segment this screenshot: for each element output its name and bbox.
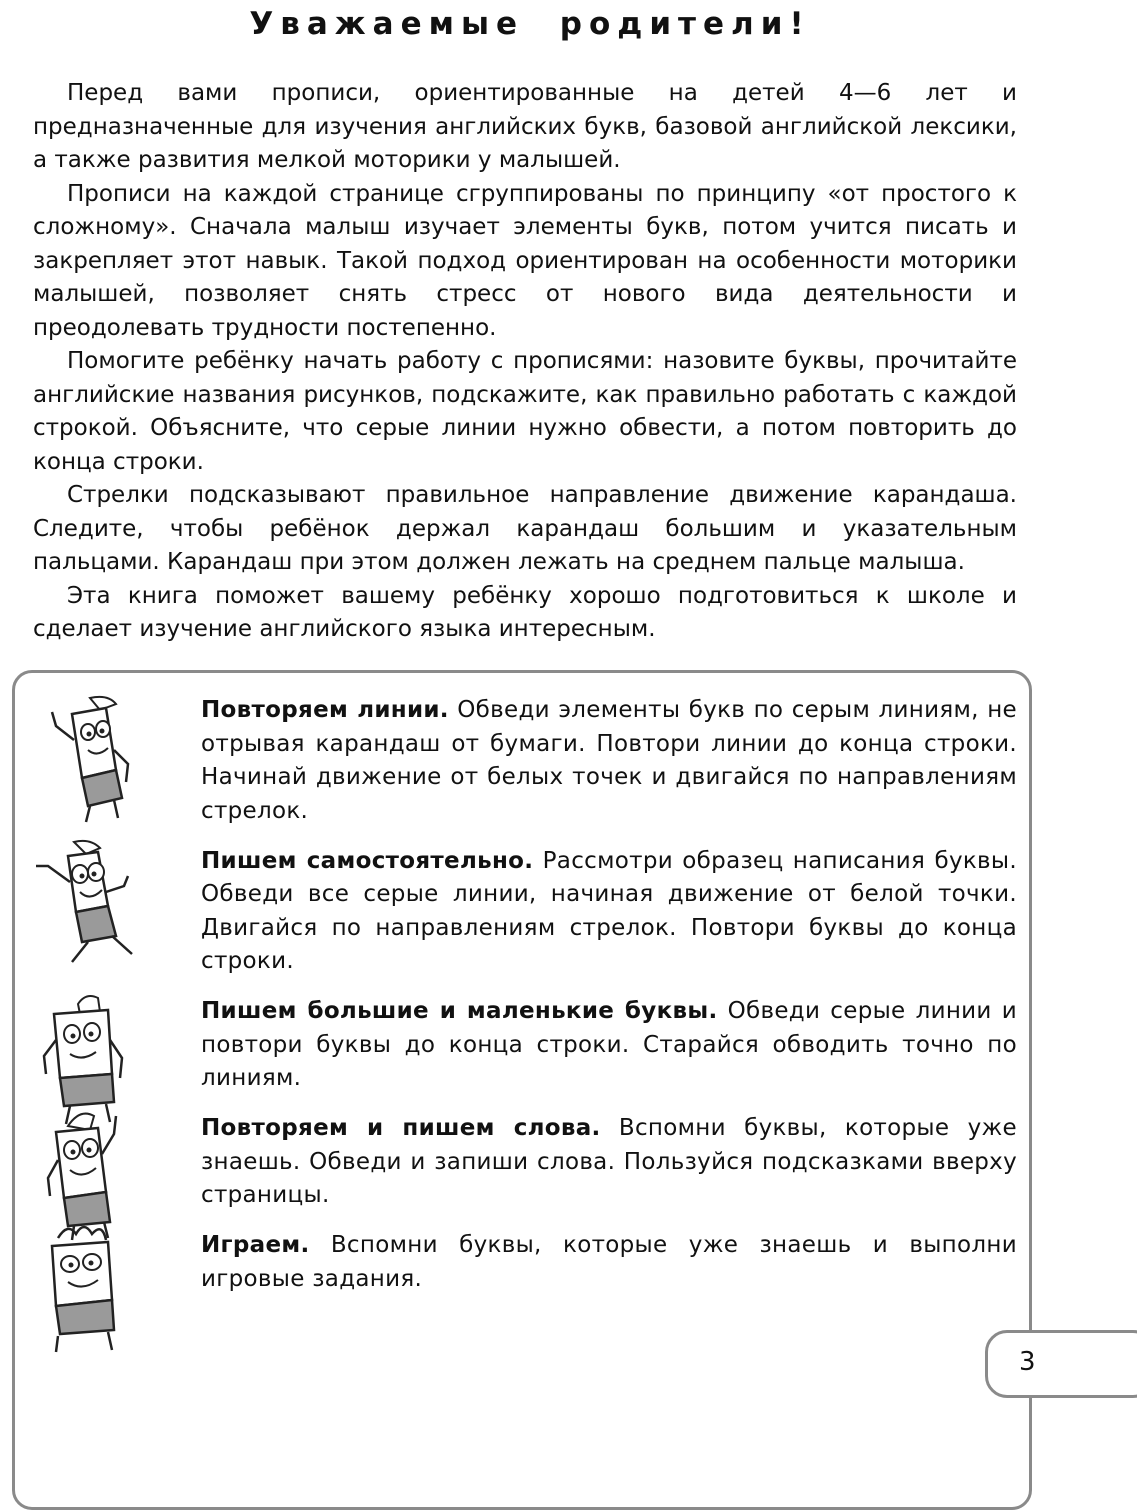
intro-paragraph: Эта книга поможет вашему ребёнку хорошо подготовиться к школе и сделает изучение английского языка интересным. (33, 582, 1017, 642)
instruction-title: Повторяем и пишем слова. (201, 1115, 601, 1141)
instruction-item (201, 1112, 1017, 1213)
instruction-item (201, 995, 1017, 1096)
instruction-title: Пишем самостоятельно. (201, 847, 534, 874)
page-number: 3 (1019, 1347, 1036, 1377)
intro-paragraph: Стрелки подсказывают правильное направление движение карандаша. Следите, чтобы ребёнок держал карандаш большим и указательным пальцами. Карандаш при этом должен лежать на среднем пальце малыша. (33, 482, 1017, 575)
instruction-title: Повторяем линии. (201, 697, 449, 723)
instruction-text: Вспомни буквы, которые уже знаешь. Обведи и запиши слова. Пользуйся подсказками вверху страницы. (201, 1115, 1017, 1208)
intro-paragraph: Прописи на каждой странице сгруппированы по принципу «от простого к сложному». Сначала малыш изучает элементы букв, потом учится писать и закрепляет этот навык. Такой подход ориентирован на особенности моторики малышей, позволяет снять стресс от нового вида деятельности и преодолевать трудности постепенно. (33, 180, 1017, 341)
intro-text (33, 77, 1017, 647)
instruction-text: Обведи элементы букв по серым линиям, не отрывая карандаш от бумаги. Повтори линии до конца строки. Начинай движение от белых точек и двигайся по направлениям стрелок. (201, 697, 1017, 824)
intro-paragraph: Помогите ребёнку начать работу с прописями: назовите буквы, прочитайте английские названия рисунков, подскажите, как правильно работать с каждой строкой. Объясните, что серые линии нужно обвести, а потом повторить до конца строки. (33, 348, 1017, 475)
instruction-item (201, 1229, 1017, 1296)
instruction-title: Пишем большие и маленькие буквы. (201, 998, 718, 1024)
instructions-list (201, 694, 1017, 1296)
instruction-text: Вспомни буквы, которые уже знаешь и выполни игровые задания. (201, 1232, 1017, 1292)
instruction-title: Играем. (201, 1232, 310, 1258)
page-title: Уважаемые родители! (249, 6, 811, 42)
intro-paragraph: Перед вами прописи, ориентированные на детей 4—6 лет и предназначенные для изучения английских букв, базовой английской лексики, а также развития мелкой моторики у малышей. (33, 80, 1017, 173)
pencil-mascot-icon (30, 690, 140, 830)
pencil-mascot-icon (28, 836, 138, 976)
instruction-text: Рассмотри образец написания буквы. Обведи все серые линии, начиная движение от белой точки. Двигайся по направлениям стрелок. Повтори буквы до конца строки. (201, 847, 1017, 974)
instruction-item (201, 845, 1017, 979)
pencil-mascot-icon (28, 1220, 138, 1360)
instruction-text: Обведи серые линии и повтори буквы до конца строки. Старайся обводить точно по линиям. (201, 998, 1017, 1091)
page-number-tab (985, 1330, 1137, 1398)
instruction-item (201, 694, 1017, 828)
